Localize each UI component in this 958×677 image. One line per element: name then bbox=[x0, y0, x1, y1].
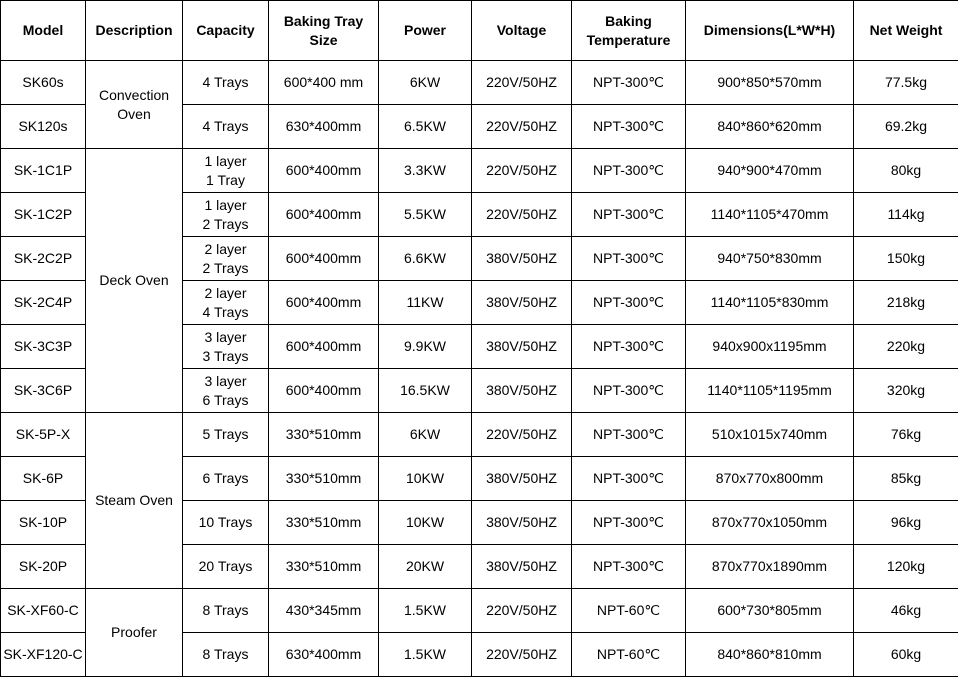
tray-size-cell: 330*510mm bbox=[269, 457, 379, 501]
power-cell: 6KW bbox=[379, 61, 472, 105]
temperature-cell: NPT-300℃ bbox=[572, 369, 686, 413]
voltage-cell: 220V/50HZ bbox=[472, 105, 572, 149]
model-cell: SK-XF120-C bbox=[1, 633, 86, 677]
power-cell: 10KW bbox=[379, 501, 472, 545]
header-tray-size bbox=[269, 1, 379, 61]
table-body bbox=[1, 61, 958, 677]
temperature-cell: NPT-60℃ bbox=[572, 633, 686, 677]
model-cell: SK-6P bbox=[1, 457, 86, 501]
net-weight-cell: 77.5kg bbox=[854, 61, 958, 105]
capacity-line1: 1 layer bbox=[185, 152, 266, 171]
tray-size-cell: 330*510mm bbox=[269, 501, 379, 545]
tray-size-cell: 600*400mm bbox=[269, 369, 379, 413]
capacity-cell bbox=[183, 281, 269, 325]
temperature-cell: NPT-300℃ bbox=[572, 413, 686, 457]
tray-size-cell: 600*400mm bbox=[269, 149, 379, 193]
tray-size-cell: 330*510mm bbox=[269, 413, 379, 457]
dimensions-cell: 940x900x1195mm bbox=[686, 325, 854, 369]
header-tray-size-line1: Baking Tray bbox=[271, 12, 376, 31]
net-weight-cell: 69.2kg bbox=[854, 105, 958, 149]
net-weight-cell: 96kg bbox=[854, 501, 958, 545]
voltage-cell: 220V/50HZ bbox=[472, 633, 572, 677]
voltage-cell: 220V/50HZ bbox=[472, 589, 572, 633]
power-cell: 6.6KW bbox=[379, 237, 472, 281]
tray-size-cell: 630*400mm bbox=[269, 105, 379, 149]
model-cell: SK-1C1P bbox=[1, 149, 86, 193]
capacity-line1: 2 layer bbox=[185, 240, 266, 259]
power-cell: 1.5KW bbox=[379, 589, 472, 633]
header-temperature bbox=[572, 1, 686, 61]
power-cell: 11KW bbox=[379, 281, 472, 325]
header-dimensions: Dimensions(L*W*H) bbox=[686, 1, 854, 61]
voltage-cell: 380V/50HZ bbox=[472, 457, 572, 501]
dimensions-cell: 1140*1105*830mm bbox=[686, 281, 854, 325]
power-cell: 3.3KW bbox=[379, 149, 472, 193]
model-cell: SK-3C3P bbox=[1, 325, 86, 369]
power-cell: 6.5KW bbox=[379, 105, 472, 149]
net-weight-cell: 120kg bbox=[854, 545, 958, 589]
model-cell: SK-20P bbox=[1, 545, 86, 589]
temperature-cell: NPT-300℃ bbox=[572, 545, 686, 589]
temperature-cell: NPT-300℃ bbox=[572, 281, 686, 325]
capacity-cell bbox=[183, 237, 269, 281]
tray-size-cell: 600*400mm bbox=[269, 325, 379, 369]
net-weight-cell: 46kg bbox=[854, 589, 958, 633]
header-tray-size-line2: Size bbox=[271, 31, 376, 50]
power-cell: 9.9KW bbox=[379, 325, 472, 369]
tray-size-cell: 600*400mm bbox=[269, 193, 379, 237]
dimensions-cell: 1140*1105*470mm bbox=[686, 193, 854, 237]
description-cell bbox=[86, 61, 183, 149]
capacity-cell bbox=[183, 325, 269, 369]
tray-size-cell: 600*400 mm bbox=[269, 61, 379, 105]
capacity-cell: 8 Trays bbox=[183, 589, 269, 633]
model-cell: SK-XF60-C bbox=[1, 589, 86, 633]
table-row bbox=[1, 413, 958, 457]
header-temperature-line1: Baking bbox=[574, 12, 683, 31]
capacity-line1: 3 layer bbox=[185, 328, 266, 347]
capacity-line1: 3 layer bbox=[185, 372, 266, 391]
net-weight-cell: 80kg bbox=[854, 149, 958, 193]
capacity-cell: 8 Trays bbox=[183, 633, 269, 677]
header-description: Description bbox=[86, 1, 183, 61]
net-weight-cell: 114kg bbox=[854, 193, 958, 237]
capacity-cell bbox=[183, 149, 269, 193]
dimensions-cell: 840*860*620mm bbox=[686, 105, 854, 149]
dimensions-cell: 900*850*570mm bbox=[686, 61, 854, 105]
temperature-cell: NPT-60℃ bbox=[572, 589, 686, 633]
temperature-cell: NPT-300℃ bbox=[572, 61, 686, 105]
capacity-cell: 20 Trays bbox=[183, 545, 269, 589]
capacity-line2: 1 Tray bbox=[185, 171, 266, 190]
header-row bbox=[1, 1, 958, 61]
dimensions-cell: 1140*1105*1195mm bbox=[686, 369, 854, 413]
power-cell: 5.5KW bbox=[379, 193, 472, 237]
net-weight-cell: 60kg bbox=[854, 633, 958, 677]
header-temperature-line2: Temperature bbox=[574, 31, 683, 50]
capacity-line2: 6 Trays bbox=[185, 391, 266, 410]
model-cell: SK60s bbox=[1, 61, 86, 105]
temperature-cell: NPT-300℃ bbox=[572, 457, 686, 501]
capacity-line1: 1 layer bbox=[185, 196, 266, 215]
description-cell: Proofer bbox=[86, 589, 183, 677]
tray-size-cell: 630*400mm bbox=[269, 633, 379, 677]
capacity-line2: 4 Trays bbox=[185, 303, 266, 322]
header-capacity: Capacity bbox=[183, 1, 269, 61]
dimensions-cell: 510x1015x740mm bbox=[686, 413, 854, 457]
capacity-cell: 5 Trays bbox=[183, 413, 269, 457]
tray-size-cell: 430*345mm bbox=[269, 589, 379, 633]
header-net-weight: Net Weight bbox=[854, 1, 958, 61]
temperature-cell: NPT-300℃ bbox=[572, 237, 686, 281]
model-cell: SK-10P bbox=[1, 501, 86, 545]
description-cell: Deck Oven bbox=[86, 149, 183, 413]
voltage-cell: 220V/50HZ bbox=[472, 61, 572, 105]
table-row bbox=[1, 589, 958, 633]
table-row bbox=[1, 149, 958, 193]
voltage-cell: 380V/50HZ bbox=[472, 237, 572, 281]
model-cell: SK-3C6P bbox=[1, 369, 86, 413]
voltage-cell: 380V/50HZ bbox=[472, 281, 572, 325]
tray-size-cell: 330*510mm bbox=[269, 545, 379, 589]
temperature-cell: NPT-300℃ bbox=[572, 501, 686, 545]
model-cell: SK-5P-X bbox=[1, 413, 86, 457]
net-weight-cell: 76kg bbox=[854, 413, 958, 457]
capacity-cell: 10 Trays bbox=[183, 501, 269, 545]
voltage-cell: 220V/50HZ bbox=[472, 149, 572, 193]
dimensions-cell: 940*750*830mm bbox=[686, 237, 854, 281]
capacity-line2: 3 Trays bbox=[185, 347, 266, 366]
net-weight-cell: 150kg bbox=[854, 237, 958, 281]
capacity-line2: 2 Trays bbox=[185, 259, 266, 278]
dimensions-cell: 870x770x1890mm bbox=[686, 545, 854, 589]
description-line1: Convection bbox=[88, 86, 180, 105]
dimensions-cell: 870x770x1050mm bbox=[686, 501, 854, 545]
table-row bbox=[1, 61, 958, 105]
header-power: Power bbox=[379, 1, 472, 61]
dimensions-cell: 870x770x800mm bbox=[686, 457, 854, 501]
net-weight-cell: 85kg bbox=[854, 457, 958, 501]
model-cell: SK-2C4P bbox=[1, 281, 86, 325]
temperature-cell: NPT-300℃ bbox=[572, 193, 686, 237]
capacity-cell: 6 Trays bbox=[183, 457, 269, 501]
temperature-cell: NPT-300℃ bbox=[572, 105, 686, 149]
net-weight-cell: 218kg bbox=[854, 281, 958, 325]
power-cell: 20KW bbox=[379, 545, 472, 589]
capacity-cell: 4 Trays bbox=[183, 61, 269, 105]
temperature-cell: NPT-300℃ bbox=[572, 149, 686, 193]
power-cell: 6KW bbox=[379, 413, 472, 457]
temperature-cell: NPT-300℃ bbox=[572, 325, 686, 369]
model-cell: SK120s bbox=[1, 105, 86, 149]
model-cell: SK-2C2P bbox=[1, 237, 86, 281]
dimensions-cell: 840*860*810mm bbox=[686, 633, 854, 677]
voltage-cell: 380V/50HZ bbox=[472, 325, 572, 369]
power-cell: 1.5KW bbox=[379, 633, 472, 677]
power-cell: 10KW bbox=[379, 457, 472, 501]
capacity-line2: 2 Trays bbox=[185, 215, 266, 234]
header-voltage: Voltage bbox=[472, 1, 572, 61]
model-cell: SK-1C2P bbox=[1, 193, 86, 237]
capacity-cell: 4 Trays bbox=[183, 105, 269, 149]
voltage-cell: 380V/50HZ bbox=[472, 501, 572, 545]
dimensions-cell: 600*730*805mm bbox=[686, 589, 854, 633]
voltage-cell: 380V/50HZ bbox=[472, 369, 572, 413]
tray-size-cell: 600*400mm bbox=[269, 237, 379, 281]
net-weight-cell: 320kg bbox=[854, 369, 958, 413]
description-cell: Steam Oven bbox=[86, 413, 183, 589]
description-line2: Oven bbox=[88, 105, 180, 124]
tray-size-cell: 600*400mm bbox=[269, 281, 379, 325]
power-cell: 16.5KW bbox=[379, 369, 472, 413]
voltage-cell: 220V/50HZ bbox=[472, 193, 572, 237]
capacity-cell bbox=[183, 193, 269, 237]
capacity-cell bbox=[183, 369, 269, 413]
voltage-cell: 380V/50HZ bbox=[472, 545, 572, 589]
voltage-cell: 220V/50HZ bbox=[472, 413, 572, 457]
header-model: Model bbox=[1, 1, 86, 61]
net-weight-cell: 220kg bbox=[854, 325, 958, 369]
dimensions-cell: 940*900*470mm bbox=[686, 149, 854, 193]
capacity-line1: 2 layer bbox=[185, 284, 266, 303]
